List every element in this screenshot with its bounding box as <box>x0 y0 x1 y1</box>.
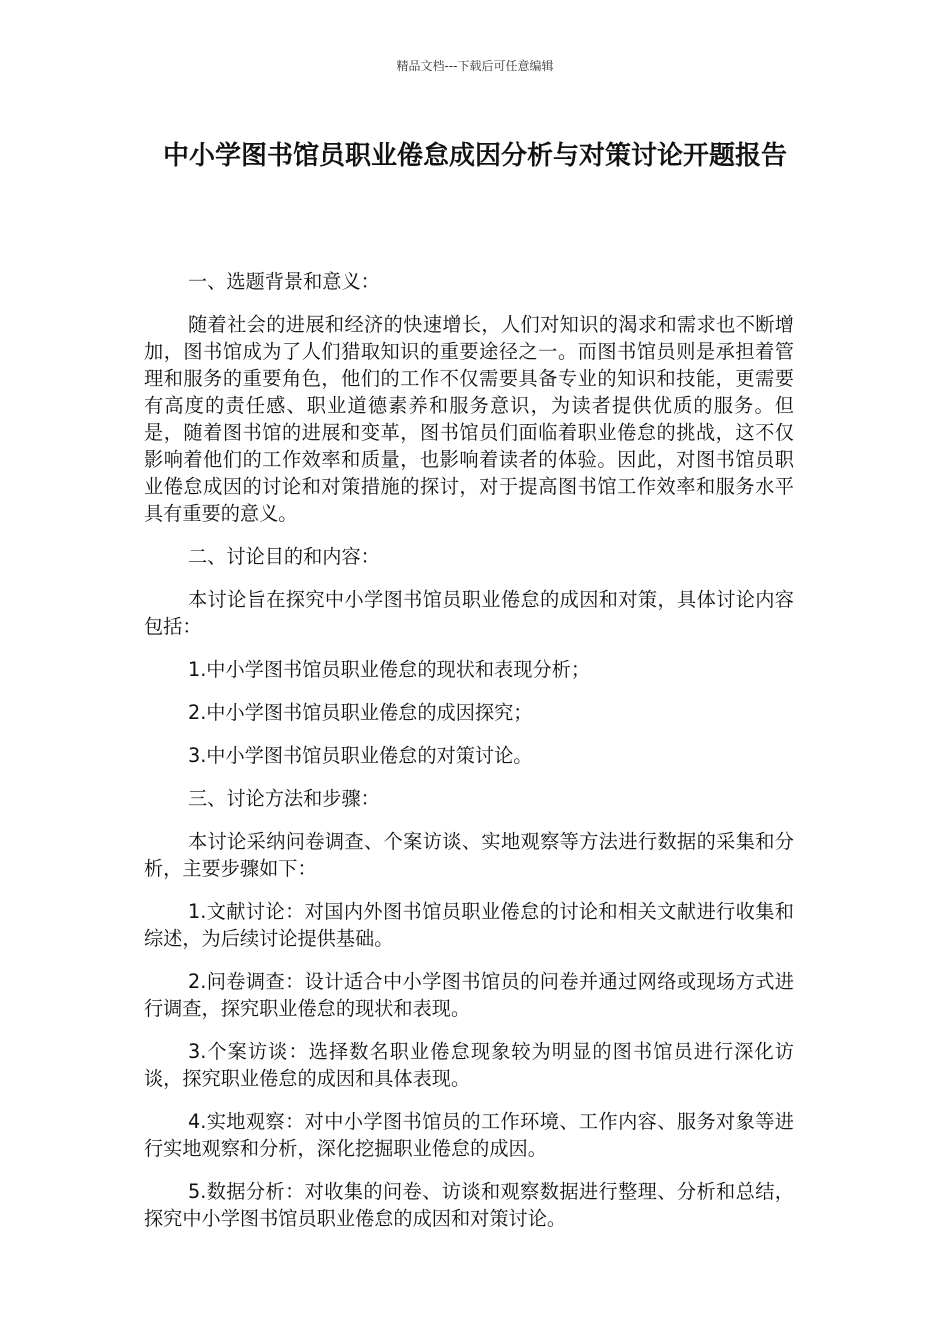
list-item-method-5: 5.数据分析：对收集的问卷、访谈和观察数据进行整理、分析和总结，探究中小学图书馆员职业倦怠的成因和对策讨论。 <box>144 1180 794 1230</box>
document-title: 中小学图书馆员职业倦怠成因分析与对策讨论开题报告 <box>162 141 787 171</box>
list-item-purpose-3: 3.中小学图书馆员职业倦怠的对策讨论。 <box>188 744 533 767</box>
section-heading-purpose: 二、讨论目的和内容： <box>188 545 380 568</box>
paragraph-methods: 本讨论采纳问卷调查、个案访谈、实地观察等方法进行数据的采集和分析，主要步骤如下： <box>144 830 794 880</box>
paragraph-purpose: 本讨论旨在探究中小学图书馆员职业倦怠的成因和对策，具体讨论内容包括： <box>144 588 794 638</box>
list-item-method-3: 3.个案访谈：选择数名职业倦怠现象较为明显的图书馆员进行深化访谈，探究职业倦怠的成因和具体表现。 <box>144 1040 794 1090</box>
paragraph-background: 随着社会的进展和经济的快速增长，人们对知识的渴求和需求也不断增加，图书馆成为了人们猎取知识的重要途径之一。而图书馆员则是承担着管理和服务的重要角色，他们的工作不仅需要具备专业的知识和技能，更需要有高度的责任感、职业道德素养和服务意识，为读者提供优质的服务。但是，随着图书馆的进展和变革，图书馆员们面临着职业倦怠的挑战，这不仅影响着他们的工作效率和质量，也影响着读者的体验。因此，对图书馆员职业倦怠成因的讨论和对策措施的探讨，对于提高图书馆工作效率和服务水平具有重要的意义。 <box>144 313 794 525</box>
list-item-purpose-1: 1.中小学图书馆员职业倦怠的现状和表现分析； <box>188 658 591 681</box>
list-item-method-1: 1.文献讨论：对国内外图书馆员职业倦怠的讨论和相关文献进行收集和综述，为后续讨论提供基础。 <box>144 900 794 950</box>
section-heading-background: 一、选题背景和意义： <box>188 270 380 293</box>
document-body <box>144 268 794 1248</box>
list-item-method-2: 2.问卷调查：设计适合中小学图书馆员的问卷并通过网络或现场方式进行调查，探究职业倦怠的现状和表现。 <box>144 970 794 1020</box>
list-item-method-4: 4.实地观察：对中小学图书馆员的工作环境、工作内容、服务对象等进行实地观察和分析，深化挖掘职业倦怠的成因。 <box>144 1110 794 1160</box>
list-item-purpose-2: 2.中小学图书馆员职业倦怠的成因探究； <box>188 701 533 724</box>
section-heading-methods: 三、讨论方法和步骤： <box>188 787 380 810</box>
page-header: 精品文档---下载后可任意编辑 <box>396 59 554 73</box>
